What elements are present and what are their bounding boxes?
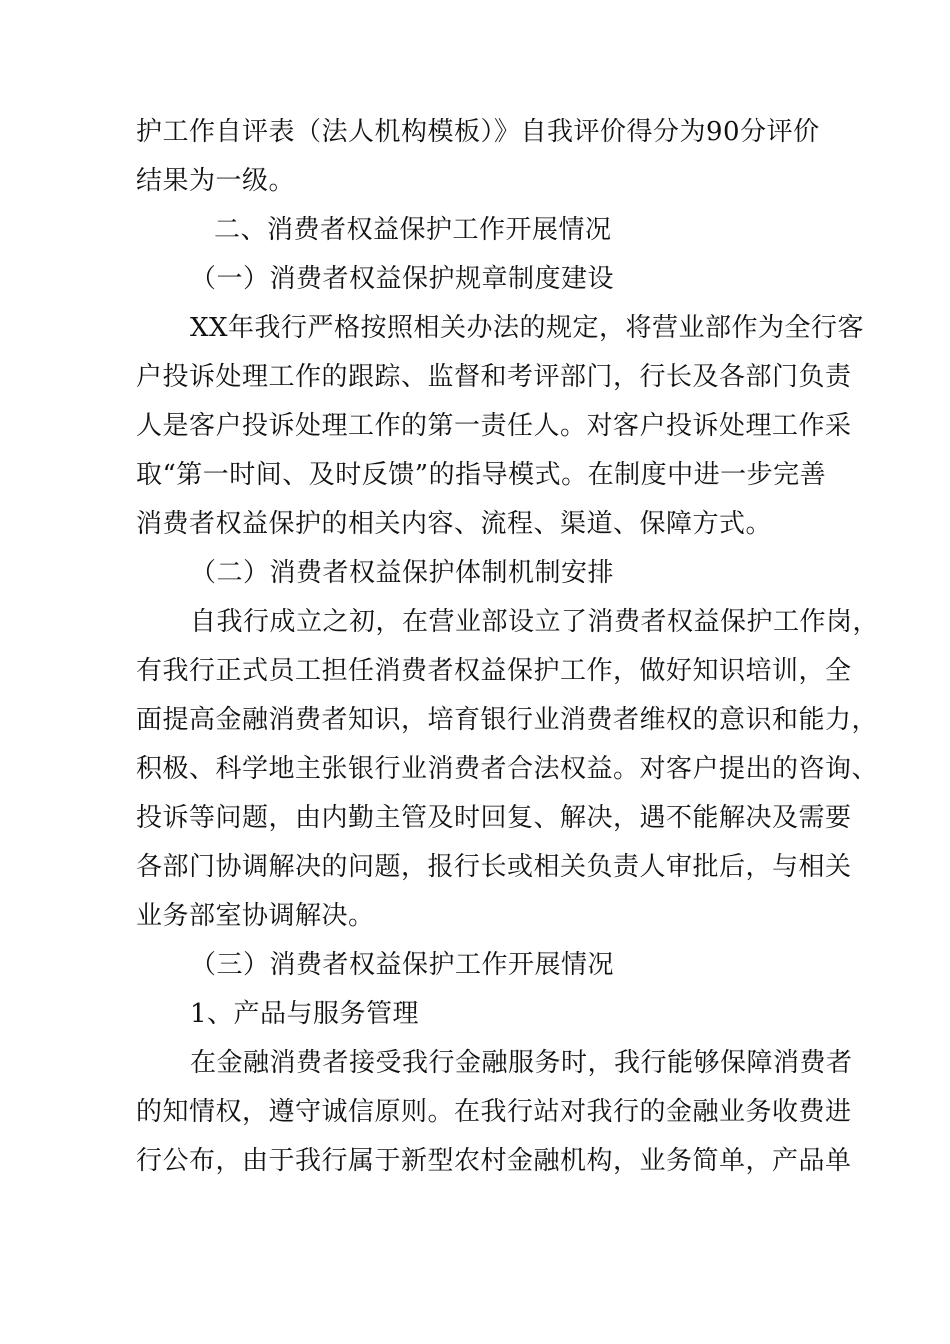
body-line: 户投诉处理工作的跟踪、监督和考评部门，行长及各部门负责 (136, 362, 852, 392)
item-heading: 1、产品与服务管理 (190, 999, 420, 1029)
body-line: 各部门协调解决的问题，报行长或相关负责人审批后，与相关 (136, 852, 852, 882)
body-line: 业务部室协调解决。 (136, 901, 375, 931)
paragraph-start: XX年我行严格按照相关办法的规定，将营业部作为全行客 (190, 313, 865, 343)
body-line: 的知情权，遵守诚信原则。在我行站对我行的金融业务收费进 (136, 1097, 852, 1127)
body-line: 消费者权益保护的相关内容、流程、渠道、保障方式。 (136, 509, 773, 539)
body-line: 护工作自评表（法人机构模板）》自我评价得分为90分评价 (136, 117, 820, 147)
body-line: 人是客户投诉处理工作的第一责任人。对客户投诉处理工作采 (136, 411, 852, 441)
body-line: 取“第一时间、及时反馈”的指导模式。在制度中进一步完善 (136, 460, 827, 490)
body-line: 行公布，由于我行属于新型农村金融机构，业务简单，产品单 (136, 1146, 852, 1176)
body-line: 结果为一级。 (136, 166, 296, 196)
paragraph-start: 在金融消费者接受我行金融服务时，我行能够保障消费者 (190, 1048, 853, 1078)
section-heading: 二、消费者权益保护工作开展情况 (214, 215, 612, 245)
document-body (136, 108, 880, 1186)
subsection-heading: （二）消费者权益保护体制机制安排 (190, 558, 615, 588)
body-line: 面提高金融消费者知识，培育银行业消费者维权的意识和能力， (136, 705, 879, 735)
body-line: 有我行正式员工担任消费者权益保护工作，做好知识培训，全 (136, 656, 852, 686)
body-line: 投诉等问题，由内勤主管及时回复、解决，遇不能解决及需要 (136, 803, 852, 833)
subsection-heading: （一）消费者权益保护规章制度建设 (190, 264, 615, 294)
subsection-heading: （三）消费者权益保护工作开展情况 (190, 950, 615, 980)
paragraph-start: 自我行成立之初，在营业部设立了消费者权益保护工作岗， (190, 607, 880, 637)
body-line: 积极、科学地主张银行业消费者合法权益。对客户提出的咨询、 (136, 754, 879, 784)
